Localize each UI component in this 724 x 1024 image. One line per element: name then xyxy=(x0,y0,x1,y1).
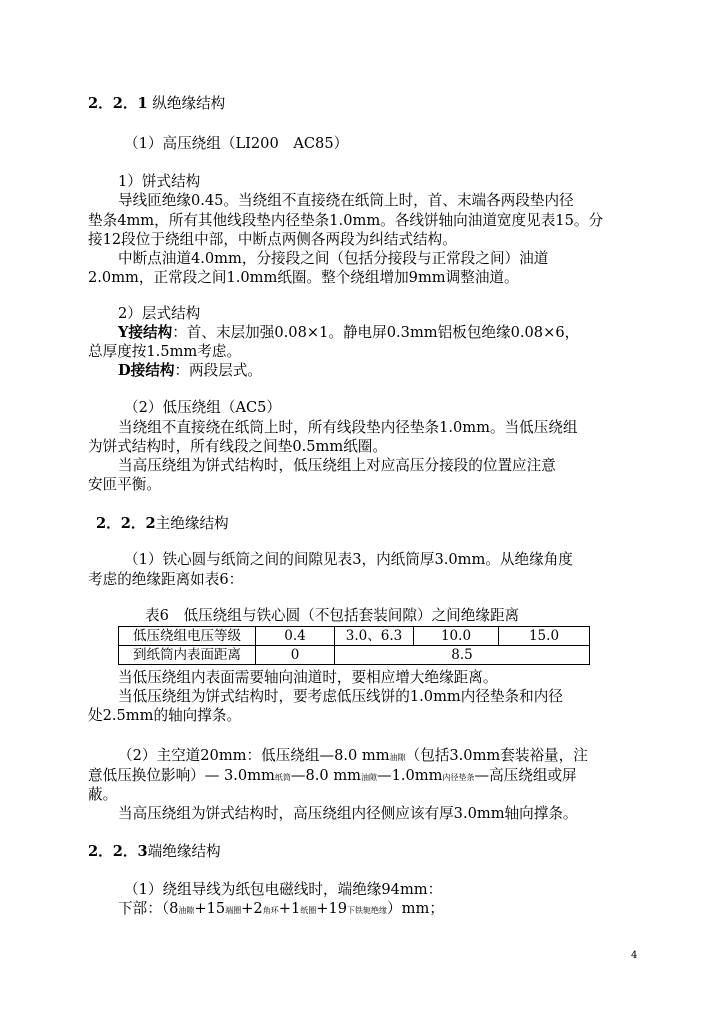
subscript: 端圈 xyxy=(225,906,242,915)
paragraph-line: 当高压绕组为饼式结构时，低压绕组上对应高压分接段的位置应注意 xyxy=(118,457,556,474)
text-run: 下部： xyxy=(118,900,162,917)
hv-winding-heading: （1）高压绕组（LI200 AC85） xyxy=(124,135,349,152)
table-cell: 8.5 xyxy=(335,646,590,665)
insulation-distance-table xyxy=(118,626,590,665)
paragraph-line: 2.0mm，正常段之间1.0mm纸圈。整个绕组增加9mm调整油道。 xyxy=(88,269,519,286)
heading-text: 纵绝缘结构 xyxy=(147,95,226,112)
table-cell: 0.4 xyxy=(256,627,335,646)
heading-text: 端绝缘结构 xyxy=(147,843,221,860)
paragraph-line: 总厚度按1.5mm考虑。 xyxy=(88,343,242,360)
paragraph-line: 当绕组不直接绕在纸筒上时，所有线段垫内径垫条1.0mm。当低压绕组 xyxy=(118,419,578,436)
subscript: 角环 xyxy=(262,906,279,915)
table-caption: 表6 低压绕组与铁心圆（不包括套装间隙）之间绝缘距离 xyxy=(145,607,520,624)
subscript: 油隙 xyxy=(178,906,195,915)
section-heading-2-2-3 xyxy=(88,842,221,862)
paragraph-line: 蔽。 xyxy=(88,786,118,803)
paragraph-line: 垫条4mm，所有其他线段垫内径垫条1.0mm。各线饼轴向油道宽度见表15。分 xyxy=(88,212,604,229)
y-connection-label: Y接结构 xyxy=(118,324,173,341)
paragraph-line: 安匝平衡。 xyxy=(88,476,161,493)
subscript: 油隙 xyxy=(361,773,377,782)
page-number: 4 xyxy=(631,950,638,961)
layer-structure-title: 2）层式结构 xyxy=(118,305,201,322)
text-run: （8 xyxy=(161,900,179,917)
end-insulation-formula xyxy=(118,899,444,921)
paragraph-line: 处2.5mm的轴向撑条。 xyxy=(88,707,242,724)
table-cell: 15.0 xyxy=(499,627,590,646)
text-run: ）mm； xyxy=(387,900,444,917)
table-cell: 到纸筒内表面距离 xyxy=(119,646,256,665)
paragraph-line: 为饼式结构时，所有线段之间垫0.5mm纸圈。 xyxy=(88,438,387,455)
text-run: —1.0mm xyxy=(377,767,443,784)
subscript: 纸筒 xyxy=(274,773,291,782)
text-run: +2 xyxy=(241,900,263,917)
disc-structure-title: 1）饼式结构 xyxy=(118,173,201,190)
subscript: 下铁轭绝缘 xyxy=(347,906,388,915)
subscript: 油隙 xyxy=(389,753,406,762)
paragraph-line: 考虑的绝缘距离如表6： xyxy=(88,571,244,588)
text-run: —8.0 mm xyxy=(290,767,361,784)
d-connection-line xyxy=(118,361,262,381)
heading-number: 2．2．1 xyxy=(88,95,148,112)
table-row xyxy=(119,627,590,646)
paragraph-line: 中断点油道4.0mm，分接段之间（包括分接段与正常段之间）油道 xyxy=(118,250,549,267)
text-run: （包括3.0mm套装裕量，注 xyxy=(405,747,588,764)
y-connection-text: ：首、末层加强0.08×1。静电屏0.3mm铝板包绝缘0.08×6， xyxy=(172,324,580,341)
main-gap-line-2 xyxy=(88,766,577,788)
text-run: 意低压换位影响）— 3.0mm xyxy=(88,767,275,784)
heading-text: 主绝缘结构 xyxy=(155,515,229,532)
text-run: （2）主空道20mm：低压绕组—8.0 mm xyxy=(118,747,390,764)
text-run: +1 xyxy=(278,900,301,917)
subscript: 纸圈 xyxy=(300,906,317,915)
paragraph-line: 当低压绕组内表面需要轴向油道时，要相应增大绝缘距离。 xyxy=(118,669,498,686)
table-cell: 0 xyxy=(256,646,335,665)
heading-number: 2．2．2 xyxy=(96,515,156,532)
paragraph-line: 接12段位于绕组中部，中断点两侧各两段为纠结式结构。 xyxy=(88,231,457,248)
paragraph-line: 当高压绕组为饼式结构时，高压绕组内径侧应该有厚3.0mm轴向撑条。 xyxy=(118,805,578,822)
d-connection-text: ：两段层式。 xyxy=(174,362,263,379)
main-gap-line-1 xyxy=(118,746,588,768)
text-run: +15 xyxy=(194,900,226,917)
section-heading-2-2-2 xyxy=(96,514,229,534)
section-heading-2-2-1 xyxy=(88,94,225,114)
lv-winding-heading: （2）低压绕组（AC5） xyxy=(124,399,282,416)
paragraph-line: （1）绕组导线为纸包电磁线时，端绝缘94mm： xyxy=(124,881,443,898)
y-connection-line xyxy=(118,323,579,343)
text-run: —高压绕组或屏 xyxy=(474,767,577,784)
paragraph-line: 导线匝绝缘0.45。当绕组不直接绕在纸筒上时，首、末端各两段垫内径 xyxy=(118,192,574,209)
heading-number: 2．2．3 xyxy=(88,843,148,860)
paragraph-line: （1）铁心圆与纸筒之间的间隙见表3，内纸筒厚3.0mm。从绝缘角度 xyxy=(124,551,573,568)
subscript: 内径垫条 xyxy=(442,773,475,782)
d-connection-label: D接结构 xyxy=(118,362,175,379)
table-cell: 3.0、6.3 xyxy=(335,627,414,646)
table-row xyxy=(119,646,590,665)
table-cell: 低压绕组电压等级 xyxy=(119,627,256,646)
paragraph-line: 当低压绕组为饼式结构时，要考虑低压线饼的1.0mm内径垫条和内径 xyxy=(118,688,563,705)
text-run: +19 xyxy=(316,900,348,917)
table-cell: 10.0 xyxy=(414,627,499,646)
